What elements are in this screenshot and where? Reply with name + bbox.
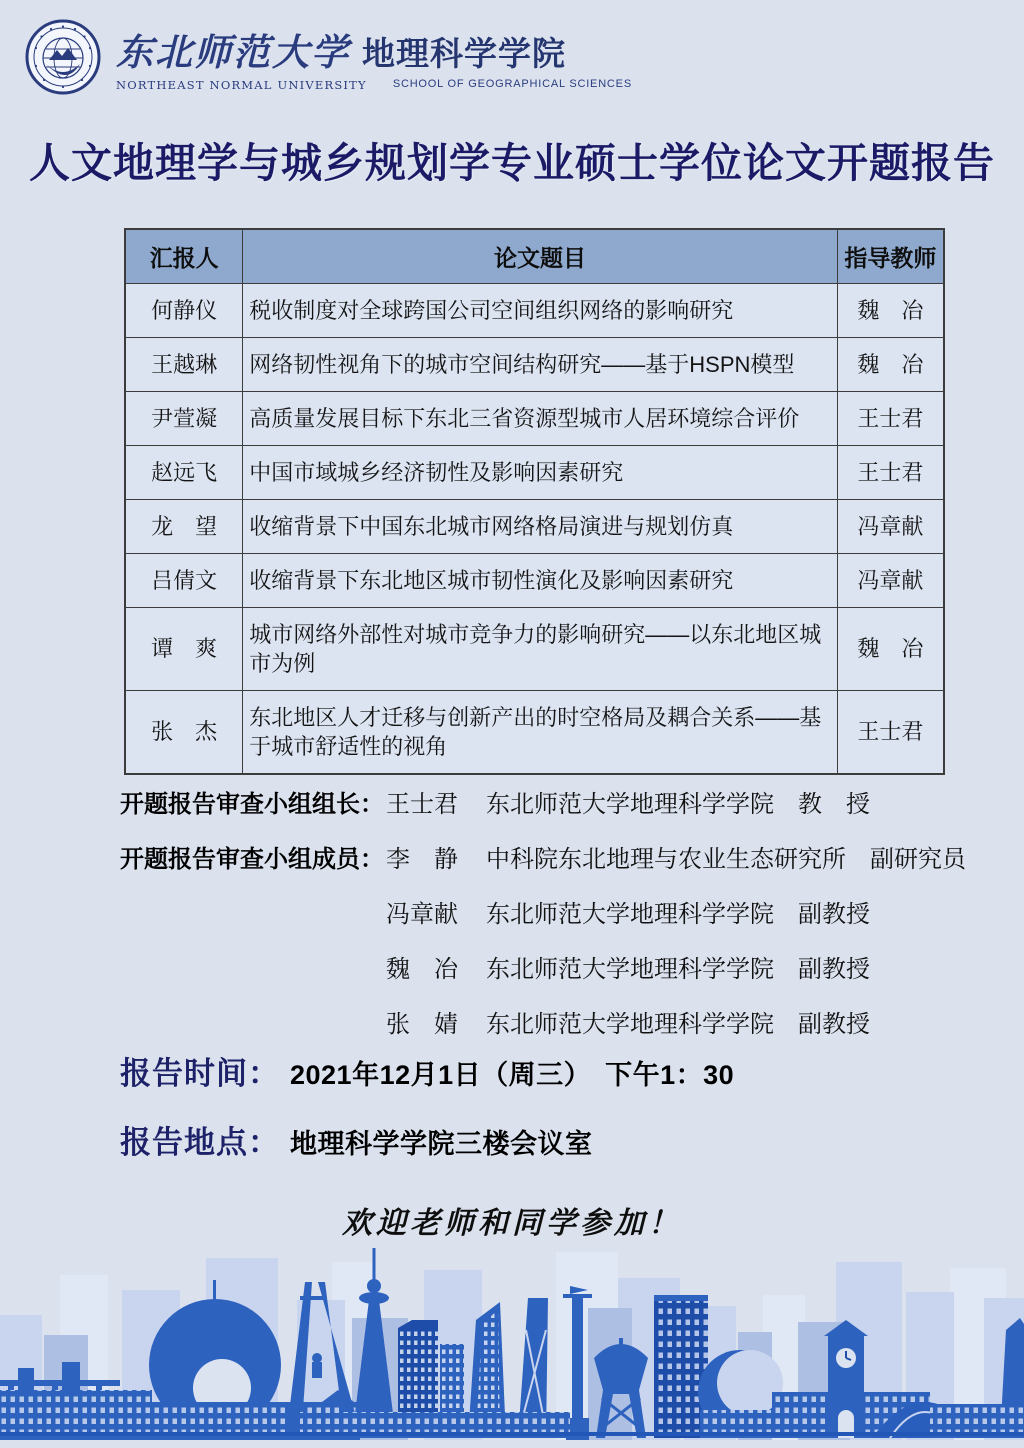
cell-thesis: 中国市域城乡经济韧性及影响因素研究 — [243, 445, 837, 499]
table-row — [125, 553, 944, 607]
report-time-value: 2021年12月1日（周三） 下午1：30 — [290, 1060, 735, 1090]
committee-member-line — [120, 949, 980, 984]
committee-leader-affiliation: 东北师范大学地理科学学院 — [486, 791, 774, 818]
cell-thesis: 城市网络外部性对城市竞争力的影响研究——以东北地区城市为例 — [243, 607, 837, 690]
cell-advisor: 王士君 — [837, 445, 944, 499]
table-row — [125, 445, 944, 499]
table-row — [125, 607, 944, 690]
cell-advisor: 冯章献 — [837, 499, 944, 553]
cell-reporter: 何静仪 — [125, 283, 243, 337]
committee-member-line — [120, 894, 980, 929]
city-skyline-illustration — [0, 1240, 1024, 1440]
committee-member-affiliation: 东北师范大学地理科学学院 — [486, 956, 774, 983]
committee-member-affiliation: 东北师范大学地理科学学院 — [486, 901, 774, 928]
cell-advisor: 魏 冶 — [837, 283, 944, 337]
committee-member-title: 副教授 — [798, 901, 870, 928]
table-row — [125, 283, 944, 337]
cell-reporter: 吕倩文 — [125, 553, 243, 607]
committee-members-list — [120, 839, 980, 1039]
cell-advisor: 王士君 — [837, 391, 944, 445]
university-seal-logo — [24, 18, 102, 96]
cell-thesis: 高质量发展目标下东北三省资源型城市人居环境综合评价 — [243, 391, 837, 445]
cell-thesis: 税收制度对全球跨国公司空间组织网络的影响研究 — [243, 283, 837, 337]
table-row — [125, 337, 944, 391]
committee-member-affiliation: 中科院东北地理与农业生态研究所 — [486, 846, 846, 873]
cell-thesis: 东北地区人才迁移与创新产出的时空格局及耦合关系——基于城市舒适性的视角 — [243, 690, 837, 774]
thesis-table-body — [125, 283, 944, 774]
report-place-value: 地理科学学院三楼会议室 — [290, 1129, 593, 1159]
col-header-advisor: 指导教师 — [837, 229, 944, 283]
thesis-table — [124, 228, 945, 775]
page-title: 人文地理学与城乡规划学专业硕士学位论文开题报告 — [29, 140, 995, 186]
committee-member-affiliation: 东北师范大学地理科学学院 — [486, 1011, 774, 1038]
cell-thesis: 收缩背景下东北地区城市韧性演化及影响因素研究 — [243, 553, 837, 607]
cell-thesis: 网络韧性视角下的城市空间结构研究——基于HSPN模型 — [243, 337, 837, 391]
schedule-section — [120, 1048, 734, 1186]
thesis-table-wrap — [124, 228, 945, 775]
committee-leader-title: 教 授 — [798, 791, 870, 818]
table-row — [125, 499, 944, 553]
report-time-label: 报告时间： — [120, 1056, 280, 1091]
committee-member-line — [120, 1004, 980, 1039]
cell-advisor: 王士君 — [837, 690, 944, 774]
cell-reporter: 尹萱凝 — [125, 391, 243, 445]
university-name-cn: 东北师范大学 — [116, 30, 350, 74]
university-name-en: NORTHEAST NORMAL UNIVERSITY — [116, 78, 367, 92]
committee-members-label: 开题报告审查小组成员： — [120, 846, 384, 873]
committee-member-title: 副教授 — [798, 1011, 870, 1038]
header-name-block — [116, 22, 632, 92]
committee-member-title: 副教授 — [798, 956, 870, 983]
cell-advisor: 冯章献 — [837, 553, 944, 607]
committee-member-name: 李 静 — [386, 846, 458, 873]
header — [24, 18, 632, 96]
col-header-thesis: 论文题目 — [243, 229, 837, 283]
school-name-en: SCHOOL OF GEOGRAPHICAL SCIENCES — [392, 78, 632, 90]
committee-member-name: 魏 冶 — [386, 956, 458, 983]
committee-member-name: 张 婧 — [386, 1011, 458, 1038]
cell-reporter: 王越琳 — [125, 337, 243, 391]
cell-advisor: 魏 冶 — [837, 607, 944, 690]
committee-leader-name: 王士君 — [386, 791, 458, 818]
welcome-message: 欢迎老师和同学参加！ — [342, 1206, 682, 1241]
committee-section — [120, 784, 980, 1059]
committee-member-line — [120, 839, 980, 874]
committee-member-name: 冯章献 — [386, 901, 458, 928]
committee-leader-label: 开题报告审查小组组长： — [120, 791, 384, 818]
table-row — [125, 690, 944, 774]
col-header-reporter: 汇报人 — [125, 229, 243, 283]
cell-reporter: 谭 爽 — [125, 607, 243, 690]
table-row — [125, 391, 944, 445]
report-place-line — [120, 1117, 734, 1162]
committee-member-title: 副研究员 — [870, 846, 966, 873]
school-name-cn: 地理科学学院 — [362, 35, 566, 72]
report-time-line — [120, 1048, 734, 1093]
report-place-label: 报告地点： — [120, 1125, 280, 1160]
cell-reporter: 赵远飞 — [125, 445, 243, 499]
cell-thesis: 收缩背景下中国东北城市网络格局演进与规划仿真 — [243, 499, 837, 553]
cell-advisor: 魏 冶 — [837, 337, 944, 391]
committee-leader-line — [120, 784, 980, 819]
cell-reporter: 龙 望 — [125, 499, 243, 553]
table-header-row — [125, 229, 944, 283]
cell-reporter: 张 杰 — [125, 690, 243, 774]
